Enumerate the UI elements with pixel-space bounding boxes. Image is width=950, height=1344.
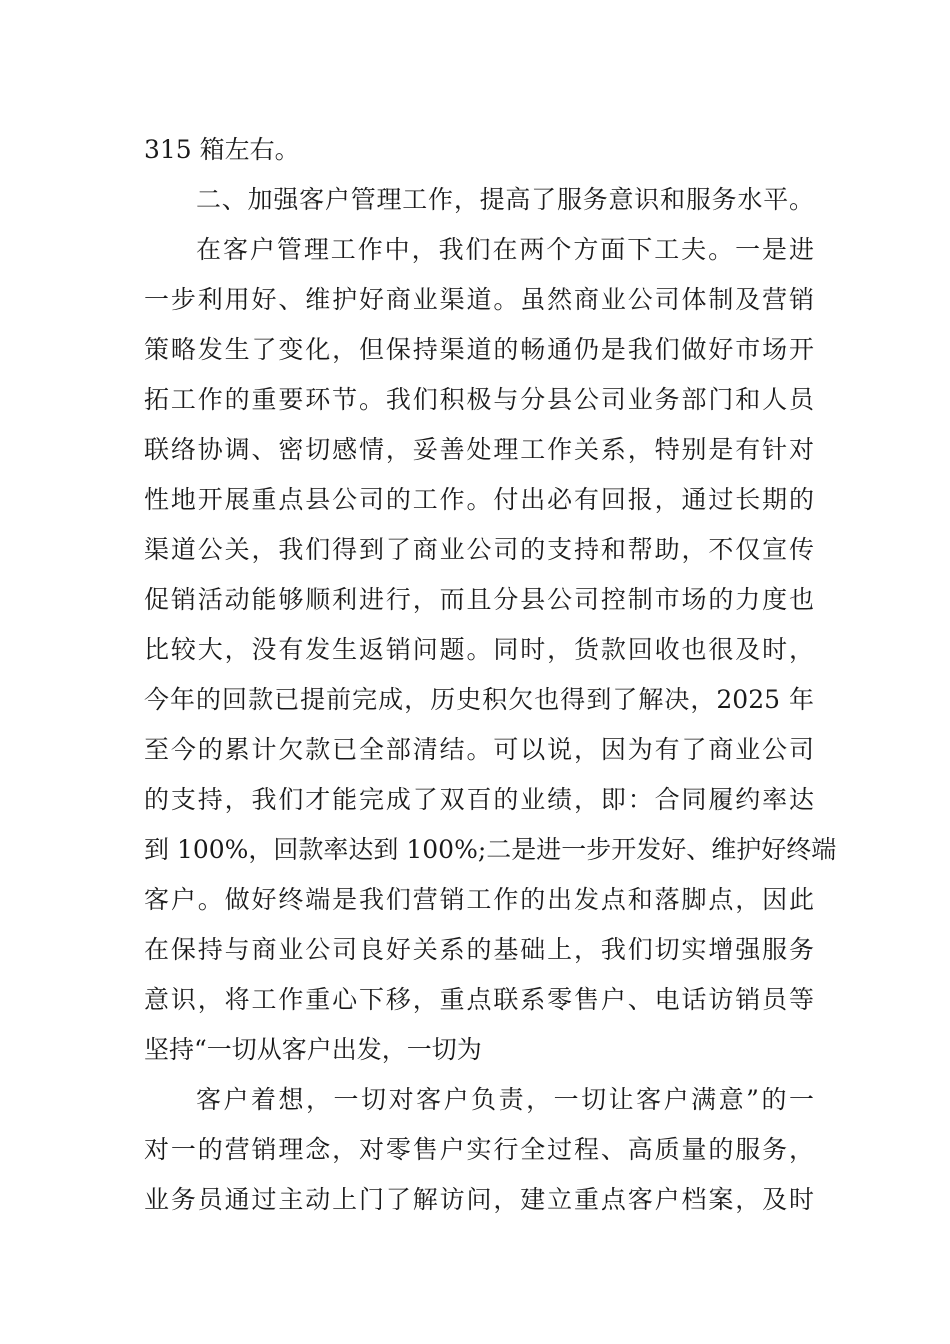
section-heading: 二、加强客户管理工作，提高了服务意识和服务水平。 [196, 185, 814, 214]
text-line-15: 到 100%，回款率达到 100%;二是进一步开发好、维护好终端 [144, 835, 837, 864]
text-line-5: 策略发生了变化，但保持渠道的畅通仍是我们做好市场开 [144, 335, 814, 364]
text-line-7: 联络协调、密切感情，妥善处理工作关系，特别是有针对 [144, 435, 814, 464]
text-line-9: 渠道公关，我们得到了商业公司的支持和帮助，不仅宣传 [144, 535, 814, 564]
text-line-11: 比较大，没有发生返销问题。同时，货款回收也很及时， [144, 635, 814, 664]
text-line-3: 在客户管理工作中，我们在两个方面下工夫。一是进 [196, 235, 814, 264]
text-line-19: 坚持“一切从客户出发，一切为 [144, 1035, 482, 1064]
text-line-4: 一步利用好、维护好商业渠道。虽然商业公司体制及营销 [144, 285, 814, 314]
text-line-1: 315 箱左右。 [144, 135, 300, 164]
text-line-8: 性地开展重点县公司的工作。付出必有回报，通过长期的 [144, 485, 814, 514]
text-line-20: 客户着想，一切对客户负责，一切让客户满意”的一 [196, 1085, 814, 1114]
text-line-10: 促销活动能够顺利进行，而且分县公司控制市场的力度也 [144, 585, 814, 614]
text-line-13: 至今的累计欠款已全部清结。可以说，因为有了商业公司 [144, 735, 814, 764]
text-line-21: 对一的营销理念，对零售户实行全过程、高质量的服务， [144, 1135, 814, 1164]
text-line-18: 意识，将工作重心下移，重点联系零售户、电话访销员等 [144, 985, 814, 1014]
text-line-22: 业务员通过主动上门了解访问，建立重点客户档案，及时 [144, 1185, 814, 1214]
text-line-17: 在保持与商业公司良好关系的基础上，我们切实增强服务 [144, 935, 814, 964]
text-line-6: 拓工作的重要环节。我们积极与分县公司业务部门和人员 [144, 385, 814, 414]
text-line-16: 客户。做好终端是我们营销工作的出发点和落脚点，因此 [144, 885, 814, 914]
text-line-12: 今年的回款已提前完成，历史积欠也得到了解决，2025 年 [144, 685, 814, 714]
text-line-14: 的支持，我们才能完成了双百的业绩，即：合同履约率达 [144, 785, 814, 814]
